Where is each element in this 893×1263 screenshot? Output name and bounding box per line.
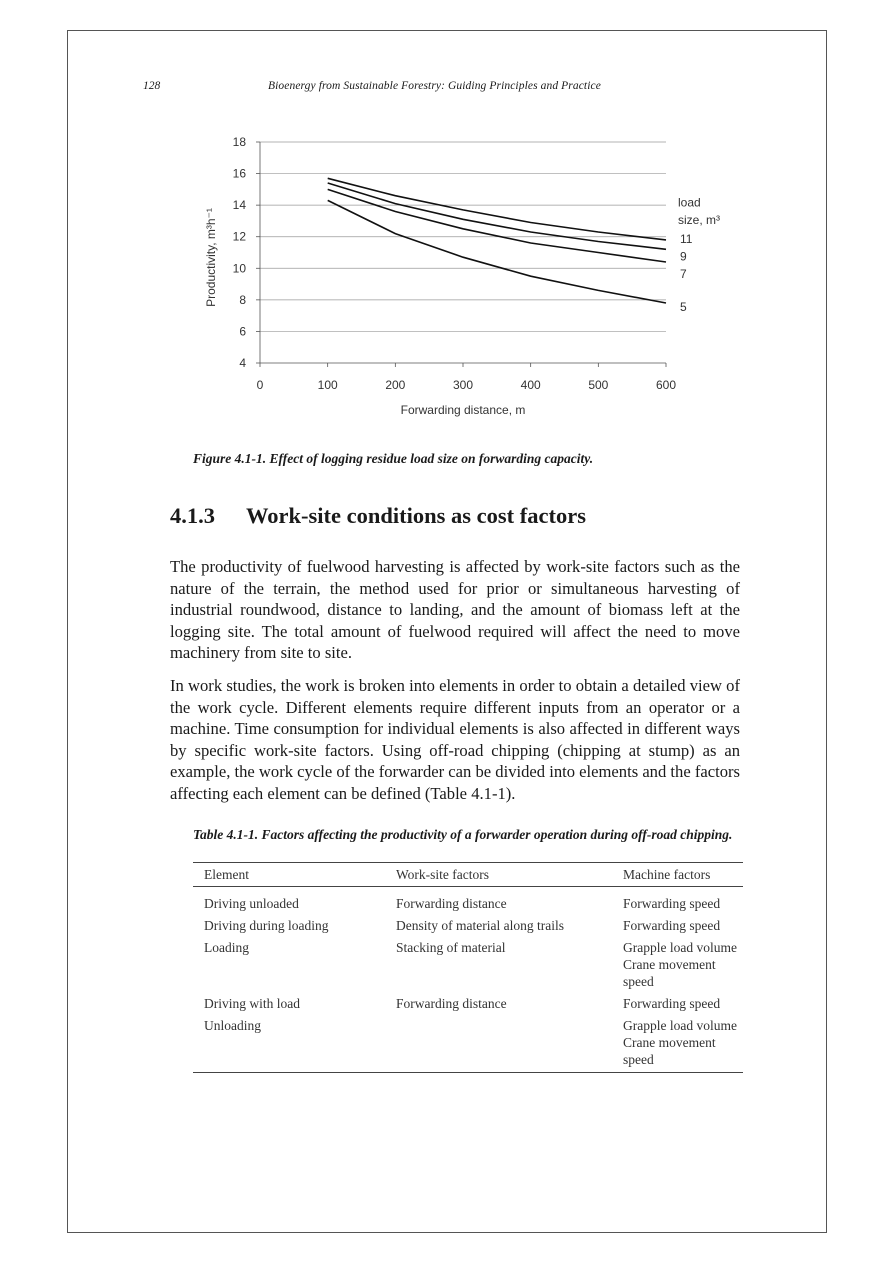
table-cell-element: Unloading <box>193 1012 385 1073</box>
machine-factor: Grapple load volume <box>623 940 737 955</box>
table-cell-element: Driving with load <box>204 996 300 1011</box>
x-tick-label: 300 <box>452 378 474 392</box>
section-heading <box>170 503 586 529</box>
table-cell-machine <box>612 990 743 1012</box>
y-tick-label: 16 <box>232 166 246 181</box>
y-tick-label: 12 <box>232 229 246 244</box>
machine-factor: Forwarding speed <box>623 896 721 911</box>
table-cell-worksite: Forwarding distance <box>396 896 507 911</box>
table-caption: Table 4.1-1. Factors affecting the productivity of a forwarder operation during off-road chipping. <box>193 827 733 842</box>
book-title: Bioenergy from Sustainable Forestry: Guiding Principles and Practice <box>268 80 601 92</box>
table-cell-machine <box>612 934 743 990</box>
x-tick-label: 0 <box>256 378 264 392</box>
figure-caption: Figure 4.1-1. Effect of logging residue load size on forwarding capacity. <box>193 451 594 466</box>
paragraph: In work studies, the work is broken into elements in order to obtain a detailed view of the work cycle. Different elements require different inputs from an operator or a machine. Time consumption for individual elements is also affected in different ways by specific work-site factors. Using off-road chipping (chipping at stump) as an example, the work cycle of the forwarder can be divided into elements and the factors affecting each element can be defined (Table 4.1-1). <box>170 676 740 803</box>
table-cell-worksite: Density of material along trails <box>396 918 564 933</box>
machine-factor: Grapple load volume <box>623 1018 737 1033</box>
table-row <box>193 990 743 1012</box>
y-tick-label: 18 <box>232 135 246 149</box>
x-tick-label: 600 <box>655 378 677 392</box>
section-number: 4.1.3 <box>170 503 215 528</box>
figure-chart <box>190 130 720 430</box>
machine-factor: Forwarding speed <box>623 996 721 1011</box>
table-row <box>193 1012 743 1073</box>
y-tick-label: 10 <box>232 261 246 276</box>
x-tick-label: 200 <box>385 378 406 392</box>
table-cell-worksite: Forwarding distance <box>396 996 507 1011</box>
table-cell-worksite: Stacking of material <box>396 940 506 955</box>
machine-factor: Crane movement speed <box>623 1035 716 1067</box>
table-cell-machine <box>612 912 743 934</box>
chart-axes <box>256 142 666 367</box>
table-header-row <box>193 863 743 887</box>
series-label-9: 9 <box>680 249 687 264</box>
y-tick-label: 4 <box>239 356 246 370</box>
table-header-cell: Work-site factors <box>385 863 612 887</box>
chart-labels <box>204 135 720 417</box>
legend-title-line: load <box>678 195 701 210</box>
series-line-11 <box>328 178 666 240</box>
table-row <box>193 912 743 934</box>
table-row <box>193 887 743 913</box>
section-title: Work-site conditions as cost factors <box>246 503 586 528</box>
x-tick-label: 400 <box>520 378 541 392</box>
chart-series <box>328 178 666 303</box>
table-cell-machine <box>612 887 743 913</box>
y-tick-label: 14 <box>232 198 246 213</box>
table-cell-element: Driving during loading <box>204 918 329 933</box>
y-axis-title: Productivity, m³h⁻¹ <box>204 208 218 307</box>
table-cell-element: Loading <box>204 940 249 955</box>
y-tick-label: 6 <box>239 324 246 339</box>
running-head <box>0 80 893 100</box>
series-label-7: 7 <box>680 266 687 281</box>
y-tick-label: 8 <box>239 292 246 307</box>
series-label-5: 5 <box>680 299 687 314</box>
table-cell-worksite <box>385 1012 612 1073</box>
table-header-cell: Machine factors <box>612 863 743 887</box>
table-header-cell: Element <box>193 863 385 887</box>
table-cell-machine <box>612 1012 743 1073</box>
series-label-11: 11 <box>680 232 693 247</box>
machine-factor: Crane movement speed <box>623 957 716 989</box>
paragraph: The productivity of fuelwood harvesting is affected by work-site factors such as the nature of the terrain, the method used for prior or simultaneous harvesting of industrial roundwood, distance to landing, and the amount of biomass left at the logging site. The total amount of fuelwood required will affect the need to move machinery from site to site. <box>170 557 740 662</box>
x-axis-title: Forwarding distance, m <box>400 403 526 417</box>
page-number: 128 <box>143 80 161 92</box>
x-tick-label: 100 <box>317 378 338 392</box>
productivity-chart <box>190 130 720 430</box>
legend-title-line: size, m³ <box>678 213 720 228</box>
x-tick-label: 500 <box>588 378 609 392</box>
table-row <box>193 934 743 990</box>
chart-grid <box>260 142 666 331</box>
table-cell-element: Driving unloaded <box>204 896 299 911</box>
factors-table <box>193 862 743 1073</box>
machine-factor: Forwarding speed <box>623 918 721 933</box>
